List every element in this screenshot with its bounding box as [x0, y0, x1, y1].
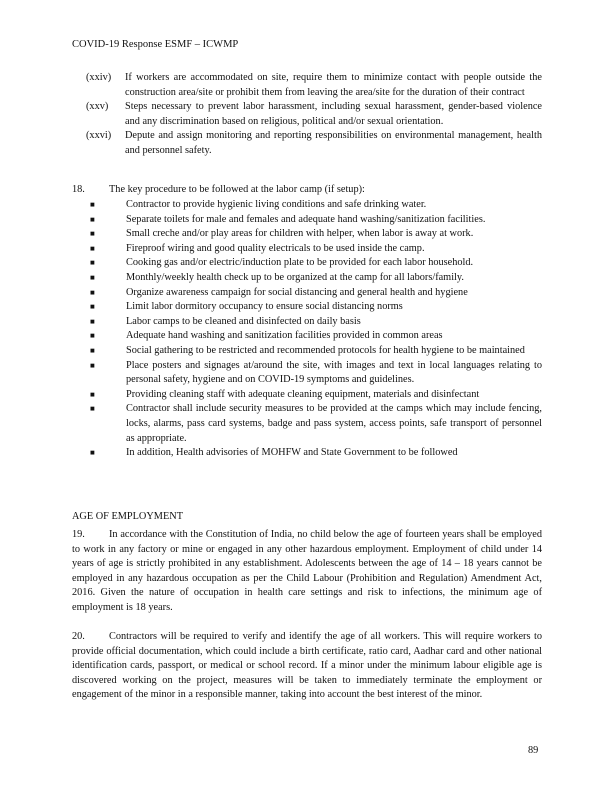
list-item-text: Steps necessary to prevent labor harassment, including sexual harassment, gender-based violence and any discrimination based on religious, political and/or sexual orientation.: [125, 101, 542, 127]
bullet-item: [90, 300, 542, 315]
bullet-item: [90, 227, 542, 242]
list-item: [86, 129, 542, 158]
bullet-text: Monthly/weekly health check up to be organized at the camp for all labors/family.: [126, 271, 464, 283]
bullet-icon: ■: [90, 345, 95, 355]
bullet-icon: ■: [90, 448, 95, 458]
section-heading: AGE OF EMPLOYMENT: [72, 511, 183, 522]
bullet-item: [90, 402, 542, 446]
list-item-number: (xxv): [86, 101, 109, 113]
bullet-item: [90, 359, 542, 388]
bullet-icon: ■: [90, 258, 95, 268]
bullet-text: Contractor shall include security measures to be provided at the camps which may include fencing, locks, alarms, pass card systems, badge and pass system, access points, safe transport of personnel as appropriate.: [126, 403, 542, 444]
bullet-icon: ■: [90, 229, 95, 239]
paragraph-text: Contractors will be required to verify and identify the age of all workers. This will require workers to provide official documentation, which could include a birth certificate, ratio card, Aadhar card and other national identification cards, passport, or medical or school record. If a minor under the minimum labour eligible age is discovered working on the project, measures will be taken to immediately terminate the employment or engagement of the minor in a responsible manner, taking into account the best interest of the minor.: [72, 631, 542, 701]
bullet-item: [90, 242, 542, 257]
bullet-item: [90, 256, 542, 271]
bullet-icon: ■: [90, 331, 95, 341]
list-item-text: Depute and assign monitoring and reporting responsibilities on environmental management, health and personnel safety.: [125, 130, 542, 156]
bullet-item: [90, 388, 542, 403]
bullet-icon: ■: [90, 302, 95, 312]
page-header: COVID-19 Response ESMF – ICWMP: [72, 39, 239, 50]
paragraph-text: In accordance with the Constitution of India, no child below the age of fourteen years shall be employed to work in any factory or mine or engaged in any other hazardous employment. Employment of child under 14 years of age is strictly prohibited in any establishment. Adolescents between the age of 14 – 18 years cannot be employed in any hazardous occupation as per the Child Labour (Prohibition and Regulation) Amendment Act, 2016. Given the nature of occupation in health care settings and risk to infections, the minimum age of employment is 18 years.: [72, 529, 542, 613]
bullet-text: Adequate hand washing and sanitization facilities provided in common areas: [126, 330, 443, 342]
paragraph-number: 19.: [72, 529, 85, 540]
bullet-text: Contractor to provide hygienic living conditions and safe drinking water.: [126, 199, 427, 210]
bullet-icon: ■: [90, 316, 95, 326]
bullet-text: In addition, Health advisories of MOHFW and State Government to be followed: [126, 447, 458, 459]
bullet-icon: ■: [90, 272, 95, 282]
paragraph-19: [72, 528, 542, 616]
bullet-text: Limit labor dormitory occupancy to ensure social distancing norms: [126, 301, 403, 313]
paragraph-text: The key procedure to be followed at the labor camp (if setup):: [109, 184, 365, 195]
bullet-text: Fireproof wiring and good quality electricals to be used inside the camp.: [126, 242, 425, 254]
labor-camp-bullet-list: [90, 198, 542, 461]
bullet-text: Place posters and signages at/around the site, with images and text in local languages relating to personal safety, hygiene and on COVID-19 symptoms and guidelines.: [126, 359, 542, 386]
paragraph-number: 18.: [72, 184, 85, 195]
paragraph-20: [72, 630, 542, 703]
list-item-number: (xxvi): [86, 130, 112, 142]
bullet-item: [90, 329, 542, 344]
bullet-item: [90, 315, 542, 330]
list-item-number: (xxiv): [86, 72, 112, 83]
bullet-icon: ■: [90, 200, 95, 209]
bullet-item: [90, 213, 542, 228]
list-item-text: If workers are accommodated on site, require them to minimize contact with people outside the construction area/site or prohibit them from leaving the area/site for the duration of their contract: [125, 72, 542, 98]
bullet-text: Separate toilets for male and females and adequate hand washing/sanitization facilities.: [126, 213, 486, 225]
bullet-icon: ■: [90, 389, 95, 399]
page-number: 89: [528, 745, 539, 756]
paragraph-number: 20.: [72, 631, 85, 642]
bullet-text: Social gathering to be restricted and recommended protocols for health hygiene to be maintained: [126, 344, 525, 356]
list-item: [86, 100, 542, 129]
bullet-icon: ■: [90, 360, 95, 370]
bullet-text: Organize awareness campaign for social distancing and general health and hygiene: [126, 286, 468, 298]
bullet-icon: ■: [90, 243, 95, 253]
bullet-item: [90, 198, 542, 213]
roman-numeral-list: [86, 71, 542, 159]
bullet-text: Cooking gas and/or electric/induction plate to be provided for each labor household.: [126, 257, 474, 269]
bullet-item: [90, 286, 542, 301]
bullet-icon: ■: [90, 287, 95, 297]
bullet-item: [90, 271, 542, 286]
list-item: [86, 71, 542, 100]
bullet-icon: ■: [90, 404, 95, 414]
bullet-text: Providing cleaning staff with adequate cleaning equipment, materials and disinfectant: [126, 388, 480, 400]
bullet-item: [90, 446, 542, 461]
bullet-icon: ■: [90, 214, 95, 224]
bullet-item: [90, 344, 542, 359]
bullet-text: Labor camps to be cleaned and disinfected on daily basis: [126, 315, 361, 327]
bullet-text: Small creche and/or play areas for children with helper, when labor is away at work.: [126, 228, 474, 240]
